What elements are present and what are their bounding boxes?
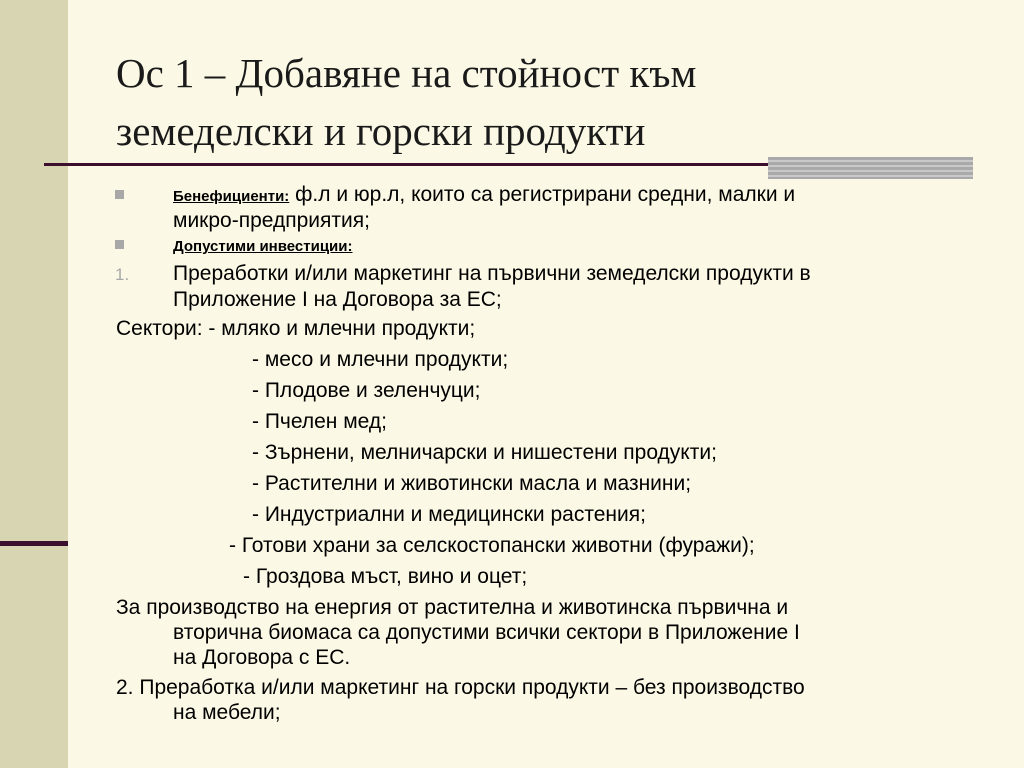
title-line-2: земеделски и горски продукти bbox=[116, 108, 646, 154]
beneficiaries-line-2: микро-предприятия; bbox=[173, 209, 370, 232]
beneficiaries-line bbox=[173, 182, 795, 210]
energy-line-1: За производство на енергия от растителна и животинска първична и bbox=[116, 596, 789, 619]
investments-line bbox=[173, 232, 352, 260]
sector-line: - Растителни и животински масла и мазнини; bbox=[252, 472, 692, 495]
item-number: 1. bbox=[115, 265, 130, 284]
item-2-line-2: на мебели; bbox=[173, 701, 281, 724]
sector-line: - Зърнени, мелничарски и нишестени продукти; bbox=[252, 441, 717, 464]
square-bullet-icon bbox=[115, 190, 124, 199]
beneficiaries-label: Бенефициенти: bbox=[173, 188, 290, 205]
item-1-line-2: Приложение I на Договора за ЕС; bbox=[173, 288, 502, 311]
square-bullet-icon bbox=[115, 240, 124, 249]
energy-line-3: на Договора с ЕС. bbox=[173, 646, 351, 669]
sector-line: - Гроздова мъст, вино и оцет; bbox=[243, 565, 528, 588]
sector-line: - Готови храни за селскостопански животни (фуражи); bbox=[229, 534, 755, 557]
sector-line: - месо и млечни продукти; bbox=[252, 348, 509, 371]
sector-line: - Плодове и зеленчуци; bbox=[252, 379, 481, 402]
energy-line-2: вторична биомаса са допустими всички сектори в Приложение I bbox=[173, 621, 800, 644]
item-1-line-1: Преработки и/или маркетинг на първични земеделски продукти в bbox=[173, 262, 811, 285]
sector-line: Сектори: - мляко и млечни продукти; bbox=[116, 317, 476, 340]
sector-line: - Индустриални и медицински растения; bbox=[252, 503, 646, 526]
investments-label: Допустими инвестиции: bbox=[173, 238, 353, 255]
sector-line: - Пчелен мед; bbox=[252, 410, 387, 433]
title-line-1: Ос 1 – Добавяне на стойност към bbox=[116, 50, 697, 96]
item-2-line-1: 2. Преработка и/или маркетинг на горски продукти – без производство bbox=[116, 676, 805, 699]
beneficiaries-text: ф.л и юр.л, които са регистрирани средни, малки и bbox=[295, 183, 796, 206]
